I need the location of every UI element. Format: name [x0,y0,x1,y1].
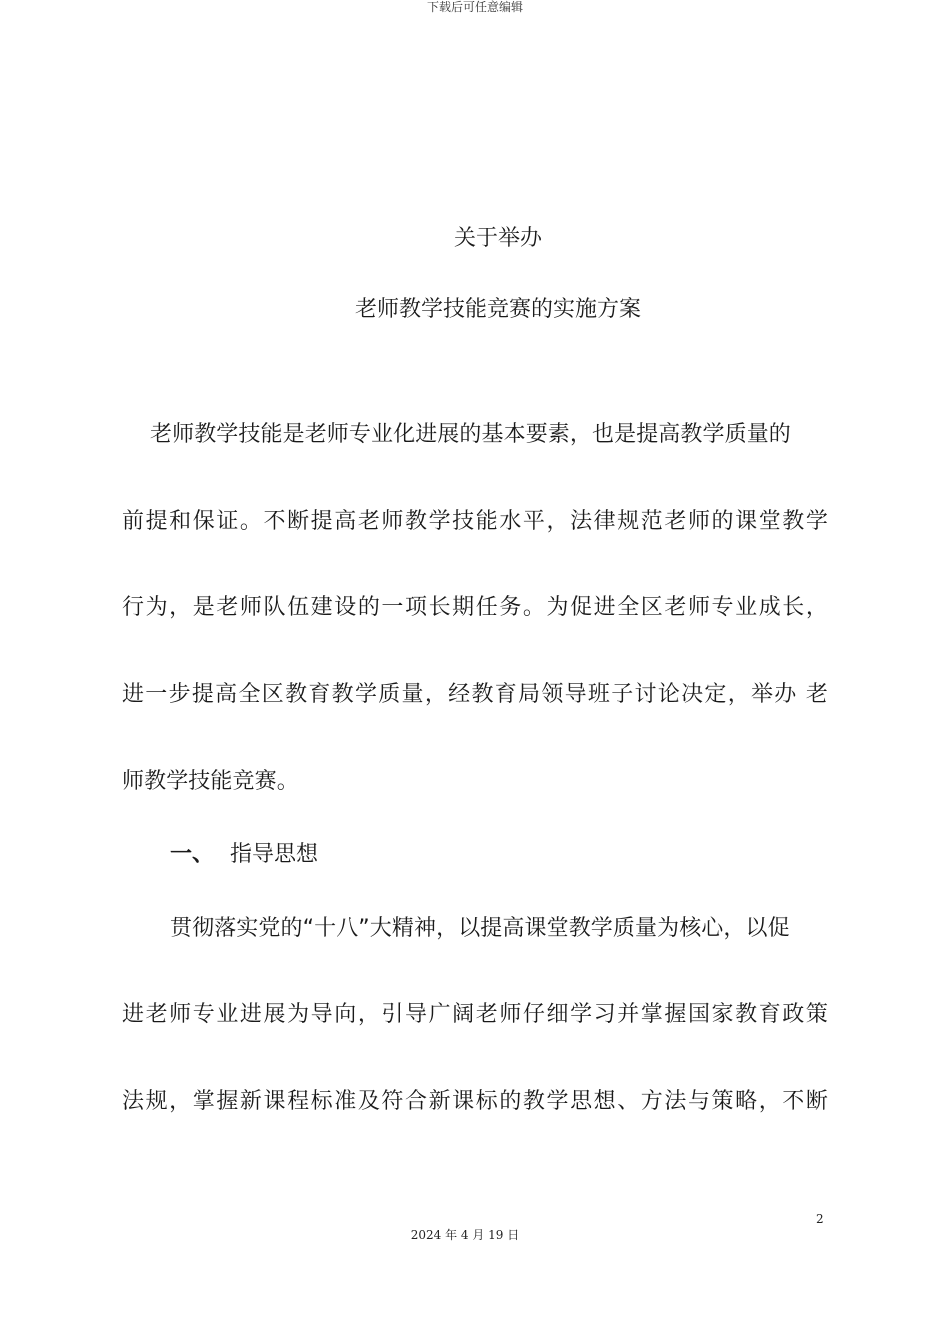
section1-paragraph-line-1: 贯彻落实党的“十八”大精神，以提高课堂教学质量为核心，以促 [170,916,790,941]
intro-paragraph-line-5: 师教学技能竞赛。 [122,769,299,794]
footer-date: 2024 年 4 月 19 日 [410,1228,520,1242]
section1-paragraph-line-2: 进老师专业进展为导向，引导广阔老师仔细学习并掌握国家教育政策 [122,1002,828,1027]
intro-paragraph-line-2: 前提和保证。不断提高老师教学技能水平，法律规范老师的课堂教学 [122,509,828,534]
page-number: 2 [816,1212,824,1226]
intro-paragraph-line-1: 老师教学技能是老师专业化进展的基本要素，也是提高教学质量的 [150,422,791,447]
intro-paragraph-line-4: 进一步提高全区教育教学质量，经教育局领导班子讨论决定，举办 老 [122,682,828,707]
section-number: 一、 [170,842,215,867]
document-title-line-1: 关于举办 [453,226,542,251]
section1-paragraph-line-3: 法规，掌握新课程标准及符合新课标的教学思想、方法与策略，不断 [122,1089,828,1114]
section-heading-text: 指导思想 [230,842,319,867]
intro-paragraph-line-3: 行为，是老师队伍建设的一项长期任务。为促进全区老师专业成长， [122,595,828,620]
document-title-line-2: 老师教学技能竞赛的实施方案 [354,297,641,322]
section-heading-guiding-ideology [170,840,318,870]
header-note: 下载后可任意编辑 [426,0,523,14]
